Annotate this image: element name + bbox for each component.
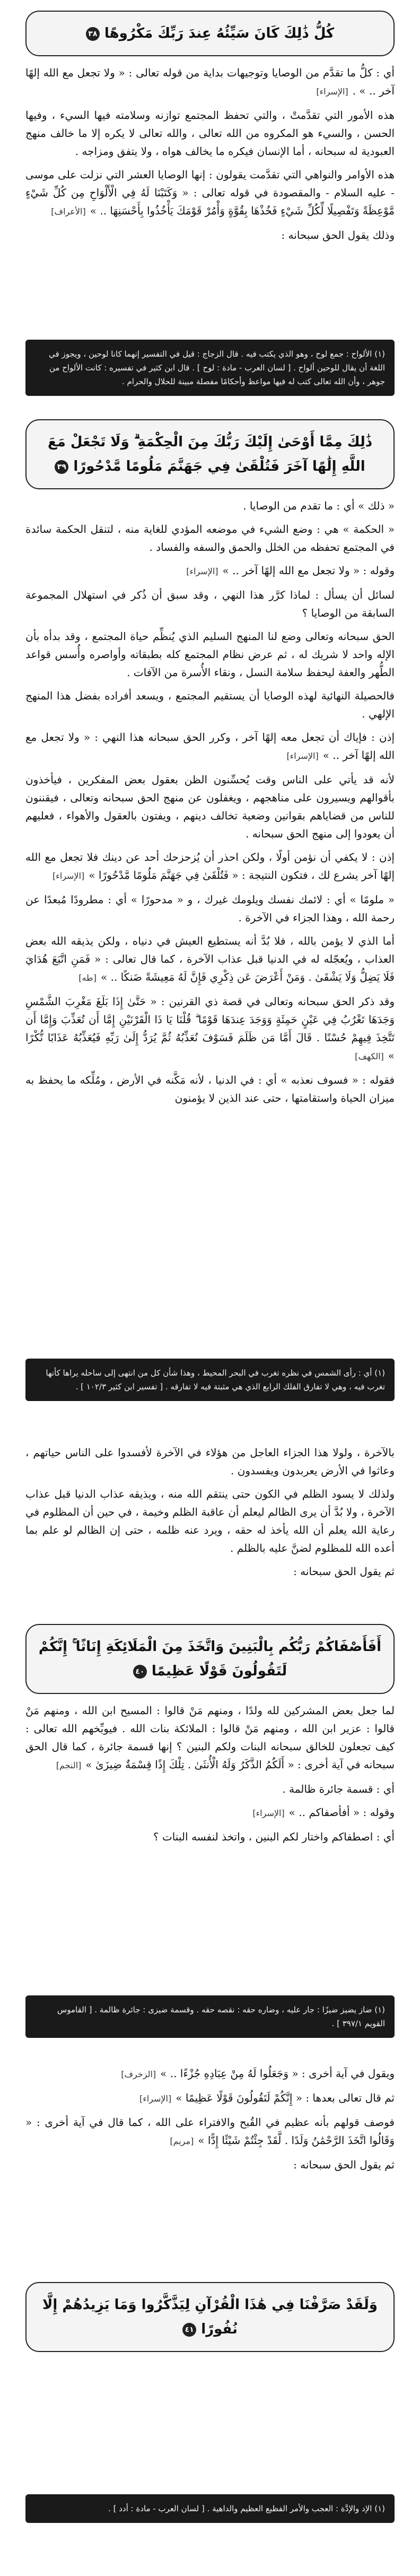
paragraph: إذن : لا يكفي أن نؤمن أولًا ، ولكن احذر أن يُزحزحك أحد عن دينك فلا تجعل مع الله إلهًا آخر يشرع لك ، فتكون النتيجة : « فَتُلْقَىٰ فِي جَهَنَّمَ مَلُومًا مَّدْحُورًا »[الإسراء]: [25, 851, 395, 881]
footnote-box: (١) الإد والإدَّة : العجب والأمر الفظيع العظيم والداهية . [ لسان العرب - مادة : أدد ] .: [25, 2494, 395, 2523]
section-5: [25, 2064, 395, 2179]
paragraph: فالحصيلة النهائية لهذه الوصايا أن يستقيم المجتمع ، ويسعد أفراده بفضل هذا المنهج الإلهي .: [25, 689, 395, 720]
paragraph: الحق سبحانه وتعالى وضع لنا المنهج السليم الذي يُنظِّم حياة المجتمع ، وقد بدأه بأن الإله واحد لا شريك له ، ثم عرض نظام المجتمع كله بطبقاته وأواصره وأُسس قواعد الطُّهر والعفة ليحفظ سلامة النسل ، ونقاء الأُسرة من الآفات .: [25, 630, 395, 679]
verse-text: ذَٰلِكَ مِمَّا أَوْحَىٰ إِلَيْكَ رَبُّكَ مِنَ الْحِكْمَةِ ۗ وَلَا تَجْعَلْ مَعَ اللَّهِ إِلَٰهًا آخَرَ فَتُلْقَىٰ فِي جَهَنَّمَ مَلُومًا مَّدْحُورًا: [47, 434, 373, 474]
footnote-box: (١) أي : رأى الشمس في نظره تغرب في البحر المحيط ، وهذا شأن كل من انتهى إلى ساحله يراها كأنها تغرب فيه ، وهي لا تفارق الفلك الرابع الذي هي مثبتة فيه لا تفارقه . [ تفسير ابن كثير ١٠٢/٣ ] .: [25, 1359, 395, 1401]
section-6: [25, 2282, 395, 2352]
verse-banner-41: [25, 2282, 395, 2352]
footnote-box: (١) ضاز يضيز ضيزًا : جار عليه ، وضاره حقه : نقصه حقه . وقسمة ضيزى : جائرة ظالمة . [ القاموس القويم ٣٩٧/١ ] .: [25, 1995, 395, 2038]
paragraph: لأنه قد يأتي على الناس وقت يُحسِّنون الظن بعقول بعض المفكرين ، فيأخذون بأقوالهم ويسيرون على مناهجهم ، ويغفلون عن منهج الحق سبحانه وتعالى ، فيقننون للناس من قضاياهم بقوانين وضعية تخالف دينهم ، ويفتون بالعقول والأهواء ، فعليهم أن يعودوا إلى منهج الحق سبحانه .: [25, 773, 395, 840]
surah-ref: [الإسراء]: [52, 871, 85, 881]
paragraph: ثم يقول الحق سبحانه :: [293, 2158, 395, 2171]
footnote-box: (١) الألواح : جمع لوح ، وهو الذي يكتب فيه . قال الزجاج : قيل في التفسير إنهما كانا لوحين ، ويجوز في اللغة أن يقال للوحين ألواح . [ لسان العرب - مادة : لوح ] . قال ابن كثير في تفسيره : كانت الألواح من جوهر ، وأن الله تعالى كتب له فيها مواعظ وأحكامًا مفصلة مبينة للحلال والحرام .: [25, 340, 395, 396]
surah-ref: [النجم]: [56, 1760, 82, 1770]
paragraph: ثم يقول الحق سبحانه :: [293, 1565, 395, 1578]
surah-ref: [طه]: [78, 973, 97, 983]
paragraph: هذه الأوامر والنواهي التي تقدَّمت يقولون : إنها الوصايا العشر التي نزلت على موسى - عليه السلام - والمقصودة في قوله تعالى : « وَكَتَبْنَا لَهُ فِي الْأَلْوَاحِ مِن كُلِّ شَيْءٍ مَّوْعِظَةً وَتَفْصِيلًا لِّكُلِّ شَيْءٍ فَخُذْهَا بِقُوَّةٍ وَأْمُرْ قَوْمَكَ يَأْخُذُوا بِأَحْسَنِهَا .. »[الأعراف]: [25, 168, 395, 217]
verse-banner-39: [25, 419, 395, 489]
paragraph: أي : قسمة جائرة ظالمة .: [282, 1783, 395, 1795]
surah-ref: [الإسراء]: [316, 87, 348, 97]
surah-ref: [الكهف]: [355, 1051, 384, 1061]
verse-banner-38: [25, 11, 395, 56]
surah-ref: [الإسراء]: [252, 1808, 285, 1818]
footnote-3: [25, 1995, 395, 2038]
footnote-1: [25, 340, 395, 396]
surah-ref: [الإسراء]: [139, 2094, 172, 2104]
paragraph: إذن : فإياك أن تجعل معه إلهًا آخر ، وكرر الحق سبحانه هذا النهي : « ولا تجعل مع الله إلهًا آخر .. »[الإسراء]: [25, 731, 395, 762]
surah-ref: [الإسراء]: [286, 751, 319, 761]
paragraph: وقوله : « ولا تجعل مع الله إلهًا آخر .. »[الإسراء]: [186, 564, 395, 577]
paragraph: لما جعل بعض المشركين لله ولدًا ، ومنهم مَنْ قالوا : المسيح ابن الله ، ومنهم مَنْ قالوا : عزير ابن الله ، ومنهم مَنْ قالوا : الملائكة بنات الله . فيوبِّخهم الله تعالى : كيف تجعلون للخالق سبحانه البنات ولكم البنين ؟ إنها قسمة جائرة ، كما قال الحق سبحانه في آية أخرى : « أَلَكُمُ الذَّكَرُ وَلَهُ الْأُنثَىٰ . تِلْكَ إِذًا قِسْمَةٌ ضِيزَىٰ »[النجم]: [25, 1704, 395, 1771]
surah-ref: [الأعراف]: [51, 206, 86, 217]
footnote-4: [25, 2494, 395, 2523]
paragraph: ويقول في آية أخرى : « وَجَعَلُوا لَهُ مِنْ عِبَادِهِ جُزْءًا .. »[الزخرف]: [121, 2067, 395, 2080]
paragraph: ثم قال تعالى بعدها : « إِنَّكُمْ لَتَقُولُونَ قَوْلًا عَظِيمًا »[الإسراء]: [139, 2091, 395, 2104]
verse-text: أَفَأَصْفَاكُمْ رَبُّكُم بِالْبَنِينَ وَاتَّخَذَ مِنَ الْمَلَائِكَةِ إِنَاثًا ۚ إِنَّكُمْ لَتَقُولُونَ قَوْلًا عَظِيمًا: [38, 1639, 382, 1679]
verse-number: ٣٨: [86, 27, 100, 41]
section-1: [25, 11, 395, 249]
section-2: [25, 419, 395, 1112]
verse-number: ٤٠: [133, 1665, 147, 1679]
section-3: [25, 1443, 395, 1586]
paragraph: ولذلك لا يسود الظلم في الكون حتى ينتقم الله منه ، ويذيقه عذاب الدنيا قبل عذاب الآخرة ، ولا بُدَّ أن يرى الظالم ليعلم أن عاقبة الظلم وخيمة ، في حين أن المظلوم في رعاية الله يعلم أن الله يأخذ له حقه ، ويرد عنه ظلمه ، حتى إن الظالم لو علم بما أعده الله للمظلوم لضنَّ عليه بالظلم .: [25, 1488, 395, 1554]
paragraph: لسائل أن يسأل : لماذا كرَّر هذا النهي ، وقد سبق أن ذُكر في استهلال المجموعة السابقة من الوصايا ؟: [25, 589, 395, 619]
paragraph: فوصف قولهم بأنه عظيم في القُبح والافتراء على الله ، كما قال في آية أخرى : « وَقَالُوا اتَّخَذَ الرَّحْمَٰنُ وَلَدًا . لَّقَدْ جِئْتُمْ شَيْئًا إِدًّا »[مريم]: [25, 2116, 395, 2147]
paragraph: وقد ذكر الحق سبحانه وتعالى في قصة ذي القرنين : « حَتَّىٰ إِذَا بَلَغَ مَغْرِبَ الشَّمْسِ وَجَدَهَا تَغْرُبُ فِي عَيْنٍ حَمِئَةٍ وَوَجَدَ عِندَهَا قَوْمًا ۗ قُلْنَا يَا ذَا الْقَرْنَيْنِ إِمَّا أَن تُعَذِّبَ وَإِمَّا أَن تَتَّخِذَ فِيهِمْ حُسْنًا . قَالَ أَمَّا مَن ظَلَمَ فَسَوْفَ نُعَذِّبُهُ ثُمَّ يُرَدُّ إِلَىٰ رَبِّهِ فَيُعَذِّبُهُ عَذَابًا نُّكْرًا »[الكهف]: [25, 995, 395, 1062]
paragraph: أي : اصطفاكم واختار لكم البنين ، واتخذ لنفسه البنات ؟: [153, 1830, 395, 1843]
paragraph: أما الذي لا يؤمن بالله ، فلا بُدَّ أنه يستطيع العيش في دنياه ، ولكن يذيقه الله بعض العذاب ، ويُعجّله له في الدنيا قبل عذاب الآخرة ، كما قال تعالى : « فَمَنِ اتَّبَعَ هُدَايَ فَلَا يَضِلُّ وَلَا يَشْقَىٰ . وَمَنْ أَعْرَضَ عَن ذِكْرِي فَإِنَّ لَهُ مَعِيشَةً ضَنكًا .. »[طه]: [25, 935, 395, 983]
verse-text: كُلُّ ذَٰلِكَ كَانَ سَيِّئُهُ عِندَ رَبِّكَ مَكْرُوهًا: [104, 25, 335, 41]
paragraph: « ملومًا » أي : لائمك نفسك ويلومك غيرك ، و « مدحورًا » أي : مطرودًا مُبعدًا عن رحمة الله ، وهذا الجزاء في الآخرة .: [25, 893, 395, 924]
surah-ref: [الإسراء]: [186, 566, 218, 576]
paragraph: وقوله : « أفأصفاكم .. »[الإسراء]: [252, 1806, 395, 1819]
paragraph: أي : كلُّ ما تقدَّم من الوصايا وتوجيهات بداية من قوله تعالى : « ولا تجعل مع الله إلهًا آخر .. » .[الإسراء]: [25, 66, 395, 97]
surah-ref: [الزخرف]: [121, 2069, 156, 2079]
paragraph: « ذلك » أي : ما تقدم من الوصايا .: [243, 499, 395, 512]
surah-ref: [مريم]: [170, 2136, 194, 2146]
paragraph: « الحكمة » هي : وضع الشيء في موضعه المؤدي للغاية منه ، لتنقل الحكمة سائدة في المجتمع تحفظه من الخلل والحمق والسفه والفساد .: [25, 523, 395, 554]
paragraph: هذه الأمور التي تقدَّمتْ ، والتي تحفظ المجتمع توازنه وسلامته فيها السيء ، وفيها الحسن ، والسيء هو المكروه من الله تعالى ، والله تعالى لا يكره إلا ما خالف منهج العبودية له سبحانه ، أما الإنسان فيكره ما يخالف هواه ، ولا يتفق ومزاجه .: [25, 109, 395, 158]
verse-number: ٣٩: [55, 460, 68, 474]
section-4: [25, 1624, 395, 1851]
paragraph: وذلك يقول الحق سبحانه :: [281, 229, 395, 241]
verse-banner-40: [25, 1624, 395, 1694]
paragraph: فقوله : « فسوف نعذبه » أي : في الدنيا ، لأنه مَكَّنه في الأرض ، ومُلِّكه ما يحفظ به ميزان الحياة واستقامتها ، حتى عند الذين لا يؤمنون: [25, 1074, 395, 1104]
paragraph: بالآخرة ، ولولا هذا الجزاء العاجل من هؤلاء في الآخرة لأفسدوا على الناس حياتهم ، وعاثوا في الأرض يعربدون ويفسدون .: [25, 1446, 395, 1477]
verse-number: ٤١: [182, 2323, 196, 2337]
footnote-2: [25, 1359, 395, 1401]
verse-text: وَلَقَدْ صَرَّفْنَا فِي هَٰذَا الْقُرْآنِ لِيَذَّكَّرُوا وَمَا يَزِيدُهُمْ إِلَّا نُفُورًا: [42, 2297, 378, 2337]
